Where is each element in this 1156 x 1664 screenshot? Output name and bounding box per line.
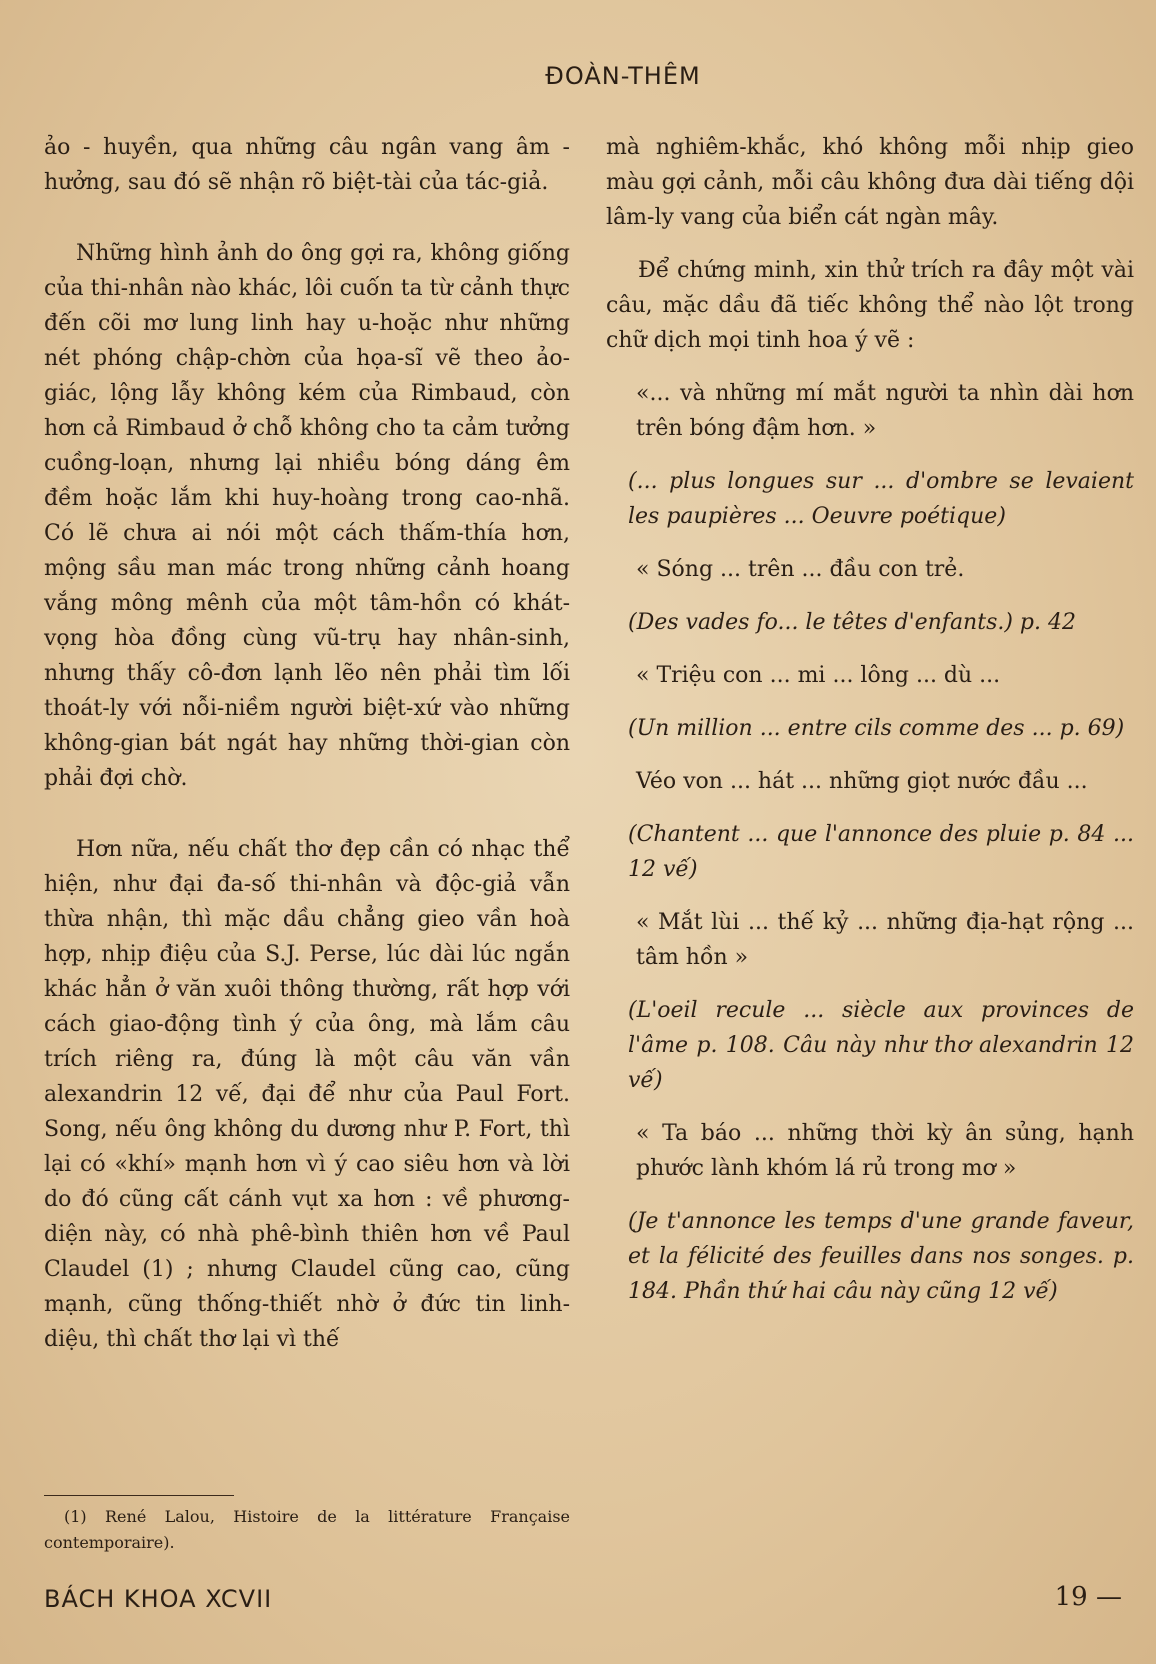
left-paragraph-2: Những hình ảnh do ông gợi ra, không giống của thi-nhân nào khác, lôi cuốn ta từ cảnh thực đến cõi mơ lung linh hay u-hoặc như những nét phóng chập-chờn của họa-sĩ vẽ theo ảo-giác, lộng lẫy không kém của Rimbaud, còn hơn cả Rimbaud ở chỗ không cho ta cảm tưởng cuồng-loạn, nhưng lại nhiều bóng dáng êm đềm hoặc lắm khi huy-hoàng trong cao-nhã. Có lẽ chưa ai nói một cách thấm-thía hơn, mộng sầu man mác trong những cảnh hoang vắng mông mênh của một tâm-hồn có khát-vọng hòa đồng cùng vũ-trụ hay nhân-sinh, nhưng thấy cô-đơn lạnh lẽo nên phải tìm lối thoát-ly với nỗi-niềm người biệt-xứ vào những không-gian bát ngát hay những thời-gian còn phải đợi chờ.	[44, 241, 570, 791]
left-paragraph-1: ảo - huyền, qua những câu ngân vang âm - hưởng, sau đó sẽ nhận rõ biệt-tài của tác-giả.	[44, 135, 570, 195]
right-paragraph-2: Để chứng minh, xin thử trích ra đây một vài câu, mặc dầu đã tiếc không thể nào lột trong chữ dịch mọi tinh hoa ý vẽ :	[606, 258, 1134, 353]
footnote-divider	[44, 1495, 234, 1496]
quote-fr-5: (L'oeil recule ... siècle aux provinces de l'âme p. 108. Câu này như thơ alexandrin 12 vế)	[628, 998, 1134, 1093]
quote-fr-1: (... plus longues sur ... d'ombre se levaient les paupières ... Oeuvre poétique)	[628, 469, 1134, 529]
quote-fr-4: (Chantent ... que l'annonce des pluie p. 84 ... 12 vế)	[628, 822, 1134, 882]
quote-vi-5: « Mắt lùi ... thế kỷ ... những địa-hạt rộng ... tâm hồn »	[636, 910, 1134, 970]
quote-vi-6: « Ta báo ... những thời kỳ ân sủng, hạnh phước lành khóm lá rủ trong mơ »	[636, 1121, 1134, 1181]
left-column	[44, 130, 570, 1375]
quote-vi-4: Véo von ... hát ... những giọt nước đầu ...	[636, 769, 1088, 794]
quote-fr-2: (Des vades fo... le têtes d'enfants.) p. 42	[628, 610, 1076, 635]
quote-vi-3: « Triệu con ... mi ... lông ... dù ...	[636, 663, 1001, 688]
quote-fr-6: (Je t'annonce les temps d'une grande faveur, et la félicité des feuilles dans nos songes. p. 184. Phần thứ hai câu này cũng 12 vế)	[628, 1209, 1134, 1304]
right-paragraph-1: mà nghiêm-khắc, khó không mỗi nhịp gieo màu gợi cảnh, mỗi câu không đưa dài tiếng dội lâm-ly vang của biển cát ngàn mây.	[606, 135, 1134, 230]
left-paragraph-3: Hơn nữa, nếu chất thơ đẹp cần có nhạc thể hiện, như đại đa-số thi-nhân và độc-giả vẫn thừa nhận, thì mặc dầu chẳng gieo vần hoà hợp, nhịp điệu của S.J. Perse, lúc dài lúc ngắn khác hẳn ở văn xuôi thông thường, rất hợp với cách giao-động tình ý của ông, mà lắm câu trích riêng ra, đúng là một câu văn vần alexandrin 12 vế, đại để như của Paul Fort. Song, nếu ông không du dương như P. Fort, thì lại có «khí» mạnh hơn vì ý cao siêu hơn và lời do đó cũng cất cánh vụt xa hơn : về phương-diện này, có nhà phê-bình thiên hơn về Paul Claudel (1) ; nhưng Claudel cũng cao, cũng mạnh, cũng thống-thiết nhờ ở đức tin linh-diệu, thì chất thơ lại vì thế	[44, 837, 570, 1352]
footnote: (1) René Lalou, Histoire de la littérature Française contemporaire).	[44, 1507, 570, 1552]
right-column	[606, 130, 1134, 1327]
footer-page-number: 19 —	[1054, 1582, 1122, 1612]
footer-publication: BÁCH KHOA XCVII	[44, 1585, 273, 1613]
quote-vi-2: « Sóng ... trên ... đầu con trẻ.	[636, 557, 965, 582]
quote-vi-1: «... và những mí mắt người ta nhìn dài hơn trên bóng đậm hơn. »	[636, 381, 1134, 441]
page-header-title: ĐOÀN-THÊM	[545, 62, 701, 90]
quote-fr-3: (Un million ... entre cils comme des ... p. 69)	[628, 716, 1125, 741]
